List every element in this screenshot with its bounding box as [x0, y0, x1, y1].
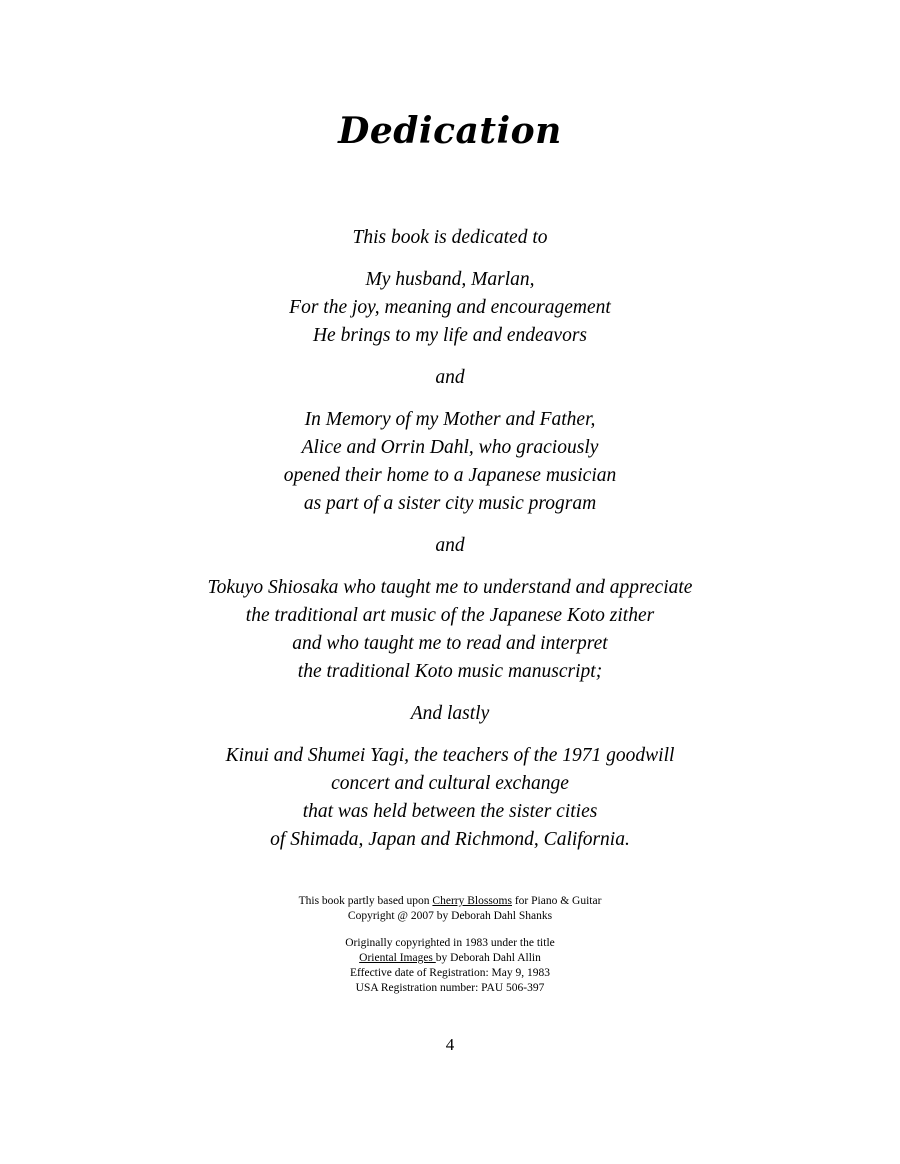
dedication-line: My husband, Marlan, — [365, 269, 535, 290]
dedication-body — [0, 224, 900, 868]
page-title: Dedication — [338, 110, 562, 152]
dedication-intro — [0, 224, 900, 252]
dedication-line: the traditional art music of the Japanese Koto zither — [245, 605, 655, 626]
dedication-line: opened their home to a Japanese musician — [283, 465, 617, 486]
dedication-line: of Shimada, Japan and Richmond, California. — [270, 829, 630, 850]
copyright-line: Copyright @ 2007 by Deborah Dahl Shanks — [347, 910, 553, 922]
dedication-line: as part of a sister city music program — [303, 493, 597, 514]
dedication-and-1 — [0, 364, 900, 392]
registration-date: Effective date of Registration: May 9, 1983 — [349, 967, 551, 979]
original-title-line: Originally copyrighted in 1983 under the title — [345, 937, 555, 949]
original-copyright — [0, 936, 900, 996]
dedication-teacher — [0, 574, 900, 686]
dedication-line: Tokuyo Shiosaka who taught me to understand and appreciate — [207, 577, 693, 598]
dedication-conjunction: And lastly — [410, 703, 490, 724]
dedication-yagi — [0, 742, 900, 854]
registration-number: USA Registration number: PAU 506-397 — [355, 982, 545, 994]
dedication-conjunction: and — [435, 367, 465, 388]
based-upon-line — [0, 894, 900, 909]
dedication-line: He brings to my life and endeavors — [312, 325, 588, 346]
dedication-line: and who taught me to read and interpret — [292, 633, 608, 654]
original-author-line — [0, 951, 900, 966]
dedication-line: Kinui and Shumei Yagi, the teachers of the 1971 goodwill — [225, 745, 675, 766]
original-author: by Deborah Dahl Allin — [435, 952, 541, 964]
based-upon-prefix: This book partly based upon — [298, 895, 433, 907]
copyright-notice — [0, 894, 900, 1008]
dedication-and-2 — [0, 532, 900, 560]
page-number: 4 — [445, 1035, 455, 1054]
dedication-and-lastly — [0, 700, 900, 728]
dedication-parents — [0, 406, 900, 518]
original-title: Oriental Images — [359, 952, 436, 964]
dedication-line: In Memory of my Mother and Father, — [304, 409, 596, 430]
current-copyright — [0, 894, 900, 924]
dedication-line: the traditional Koto music manuscript; — [297, 661, 603, 682]
source-title: Cherry Blossoms — [432, 895, 512, 907]
dedication-line: concert and cultural exchange — [331, 773, 569, 794]
dedication-conjunction: and — [435, 535, 465, 556]
dedication-line: For the joy, meaning and encouragement — [289, 297, 611, 318]
dedication-intro-line: This book is dedicated to — [352, 227, 548, 248]
dedication-husband — [0, 266, 900, 350]
dedication-line: that was held between the sister cities — [302, 801, 598, 822]
based-upon-suffix: for Piano & Guitar — [511, 895, 602, 907]
dedication-line: Alice and Orrin Dahl, who graciously — [301, 437, 599, 458]
